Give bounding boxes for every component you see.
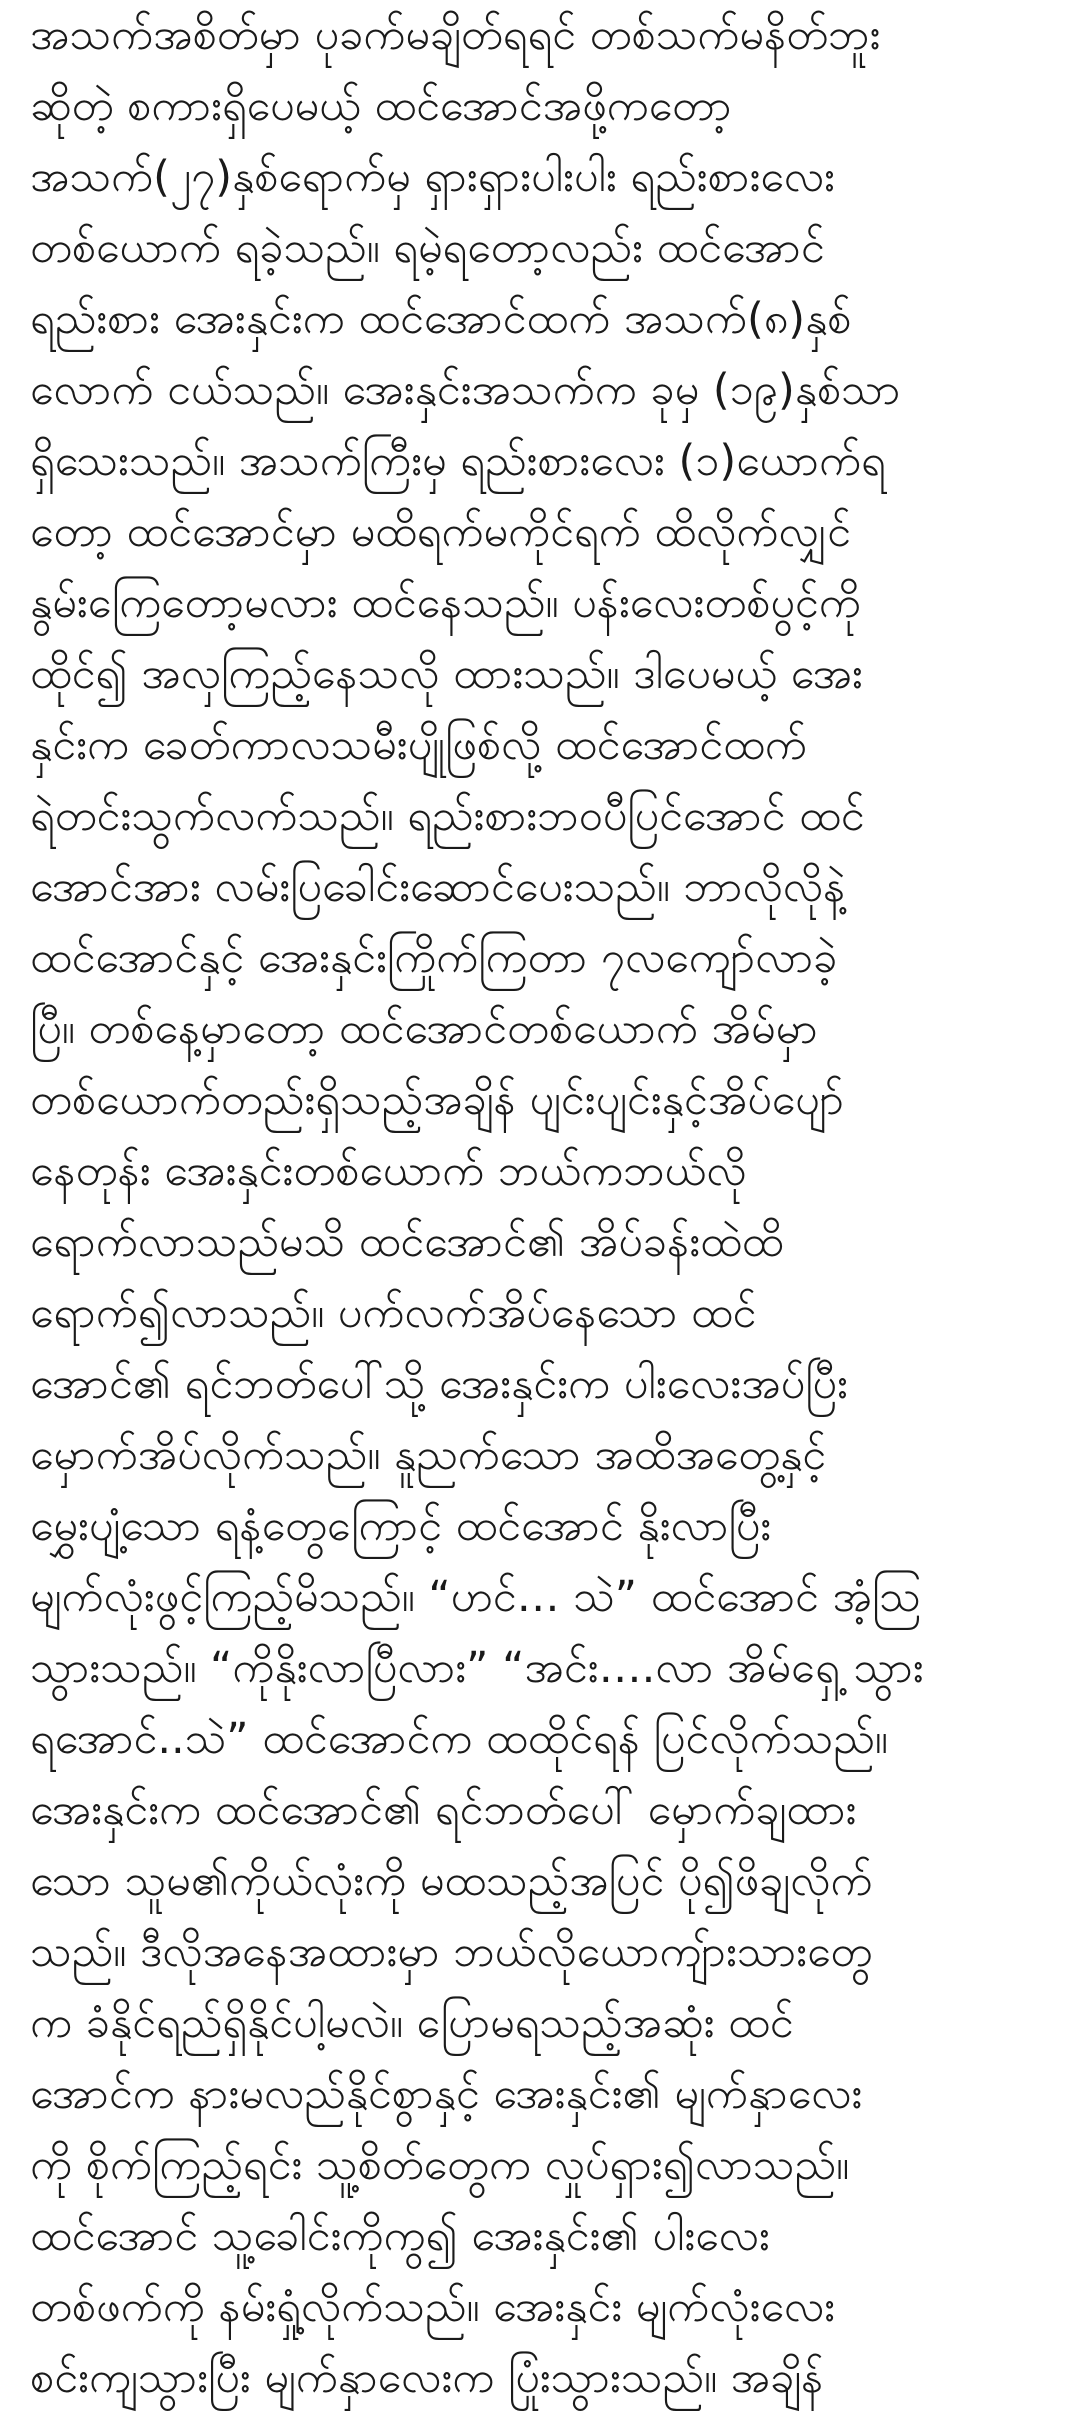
text-line: ရဲတင်းသွက်လက်သည်။ ရည်းစားဘဝပီပြင်အောင် ထင်	[30, 791, 865, 841]
text-line: ရောက်လာသည်မသိ ထင်အောင်၏ အိပ်ခန်းထဲထိ	[30, 1217, 784, 1267]
text-line: ကို စိုက်ကြည့်ရင်း သူ့စိတ်တွေက လှုပ်ရှား၍လာသည်။	[30, 2140, 850, 2190]
text-line: သော သူမ၏ကိုယ်လုံးကို မထသည့်အပြင် ပို၍ဖိချလိုက်	[30, 1856, 873, 1906]
text-line: နေတုန်း အေးနှင်းတစ်ယောက် ဘယ်ကဘယ်လို	[30, 1146, 747, 1196]
text-line: ပြီ။ တစ်နေ့မှာတော့ ထင်အောင်တစ်ယောက် အိမ်မှာ	[30, 1004, 818, 1054]
text-line: အောင်က နားမလည်နိုင်စွာနှင့် အေးနှင်း၏ မျက်နှာလေး	[30, 2069, 863, 2119]
text-line: စင်းကျသွားပြီး မျက်နှာလေးက ပြုံးသွားသည်။ အချိန်	[30, 2353, 824, 2403]
text-line: တစ်ယောက် ရခဲ့သည်။ ရမဲ့ရတော့လည်း ထင်အောင်	[30, 223, 825, 273]
text-line: အသက်အစိတ်မှာ ပုခက်မချိတ်ရရင် တစ်သက်မနိတ်ဘူး	[30, 10, 881, 60]
text-line: ထိုင်၍ အလှကြည့်နေသလို ထားသည်။ ဒါပေမယ့် အေး	[30, 649, 863, 699]
text-line: တော့ ထင်အောင်မှာ မထိရက်မကိုင်ရက် ထိလိုက်လျှင်	[30, 507, 852, 557]
text-line: အောင်၏ ရင်ဘတ်ပေါ်သို့ အေးနှင်းက ပါးလေးအပ်ပြီး	[30, 1359, 848, 1409]
text-line: နှင်းက ခေတ်ကာလသမီးပျိုဖြစ်လို့ ထင်အောင်ထက်	[30, 720, 807, 770]
text-line: ရှိသေးသည်။ အသက်ကြီးမှ ရည်းစားလေး (၁)ယောက်ရ	[30, 436, 886, 486]
text-line: ရအောင်..သဲ” ထင်အောင်က ထထိုင်ရန် ပြင်လိုက်သည်။	[30, 1714, 888, 1764]
text-line: သည်။ ဒီလိုအနေအထားမှာ ဘယ်လိုယောကျ်ားသားတွေ	[30, 1927, 873, 1977]
text-line: ဆိုတဲ့ စကားရှိပေမယ့် ထင်အောင်အဖို့ကတော့	[30, 81, 732, 131]
text-line: သွားသည်။ “ကိုနိုးလာပြီလား” “အင်း….လာ အိမ်ရှေ့ သွား	[30, 1643, 924, 1693]
text-line: မွှေးပျံ့သော ရနံ့တွေကြောင့် ထင်အောင် နိုးလာပြီး	[30, 1501, 772, 1551]
text-line: လောက် ငယ်သည်။ အေးနှင်းအသက်က ခုမှ (၁၉)နှစ်သာ	[30, 365, 901, 415]
text-line: ထင်အောင်နှင့် အေးနှင်းကြိုက်ကြတာ ၇လကျော်လာခဲ့	[30, 933, 838, 983]
story-text	[30, 0, 1060, 2414]
text-line: ရည်းစား အေးနှင်းက ထင်အောင်ထက် အသက်(၈)နှစ်	[30, 294, 852, 344]
text-line: နွမ်းကြေတော့မလား ထင်နေသည်။ ပန်းလေးတစ်ပွင့်ကို	[30, 578, 861, 628]
text-line: မှောက်အိပ်လိုက်သည်။ နူညက်သော အထိအတွေ့နှင့်	[30, 1430, 827, 1480]
text-line: အသက်(၂၇)နှစ်ရောက်မှ ရှားရှားပါးပါး ရည်းစားလေး	[30, 152, 835, 202]
text-line: ရောက်၍လာသည်။ ပက်လက်အိပ်နေသော ထင်	[30, 1288, 757, 1338]
text-line: တစ်ယောက်တည်းရှိသည့်အချိန် ပျင်းပျင်းနှင့်အိပ်ပျော်	[30, 1075, 845, 1125]
text-line: အေးနှင်းက ထင်အောင်၏ ရင်ဘတ်ပေါ် မှောက်ချထား	[30, 1785, 857, 1835]
text-line: က ခံနိုင်ရည်ရှိနိုင်ပါ့မလဲ။ ပြောမရသည့်အဆုံး ထင်	[30, 1998, 794, 2048]
text-line: မျက်လုံးဖွင့်ကြည့်မိသည်။ “ဟင်… သဲ” ထင်အောင် အံ့သြ	[30, 1572, 921, 1622]
text-line: တစ်ဖက်ကို နမ်းရှုံ့လိုက်သည်။ အေးနှင်း မျက်လုံးလေး	[30, 2282, 836, 2332]
text-line: ထင်အောင် သူ့ခေါင်းကိုကွ၍ အေးနှင်း၏ ပါးလေး	[30, 2211, 770, 2261]
text-line: အောင်အား လမ်းပြခေါင်းဆောင်ပေးသည်။ ဘာလိုလိုနဲ့	[30, 862, 846, 912]
